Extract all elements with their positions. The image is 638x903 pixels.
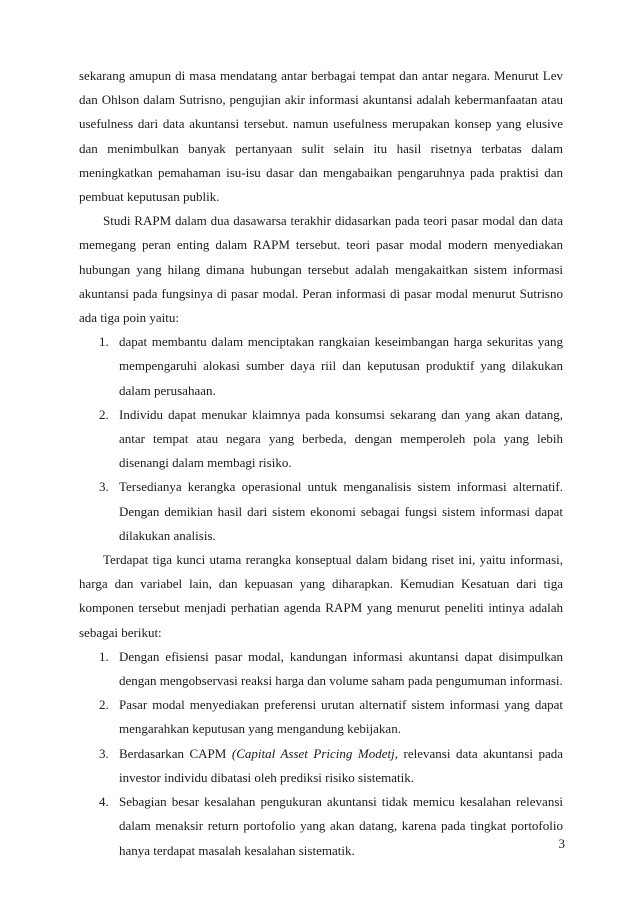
paragraph-2: Studi RAPM dalam dua dasawarsa terakhir didasarkan pada teori pasar modal dan data memegang peran enting dalam RAPM tersebut. teori pasar modal modern menyediakan hubungan yang hilang dimana hubungan tersebut adalah mengakaitkan sistem informasi akuntansi pada fungsinya di pasar modal. Peran informasi di pasar modal menurut Sutrisno ada tiga poin yaitu: [79, 213, 563, 326]
list-number: 2. [99, 406, 109, 422]
list-text-pre: Berdasarkan CAPM [119, 745, 232, 761]
document-body [79, 64, 563, 863]
list-text-post: relevansi data akuntansi pada investor individu dibatasi oleh prediksi risiko sistematik. [119, 745, 564, 785]
list-text-italic: (Capital Asset Pricing Modetj, [231, 745, 399, 761]
list-agenda-rapm [79, 645, 563, 863]
list-number: 3. [99, 479, 109, 495]
list-item [99, 742, 564, 790]
list-item [99, 645, 563, 693]
list-number: 1. [99, 648, 109, 664]
list-peran-informasi [79, 330, 563, 548]
list-text: Dengan efisiensi pasar modal, kandungan informasi akuntansi dapat disimpulkan dengan mengobservasi reaksi harga dan volume saham pada pengumuman informasi. [119, 648, 563, 689]
list-text: Tersedianya kerangka operasional untuk menganalisis sistem informasi alternatif. Dengan demikian hasil dari sistem ekonomi sebagai fungsi sistem informasi dapat dilakukan analisis. [119, 479, 563, 543]
list-item [99, 330, 563, 403]
paragraph-3: Terdapat tiga kunci utama rerangka konseptual dalam bidang riset ini, yaitu informasi, harga dan variabel lain, dan kepuasan yang diharapkan. Kemudian Kesatuan dari tiga komponen tersebut menjadi perhatian agenda RAPM yang menurut peneliti intinya adalah sebagai berikut: [79, 552, 563, 640]
list-text: dapat membantu dalam menciptakan rangkaian keseimbangan harga sekuritas yang mempengaruhi alokasi sumber daya riil dan keputusan produktif yang dilakukan dalam perusahaan. [119, 334, 563, 398]
list-text: Pasar modal menyediakan preferensi urutan alternatif sistem informasi yang dapat mengarahkan keputusan yang mengandung kebijakan. [119, 697, 563, 737]
list-item [99, 693, 563, 741]
list-number: 1. [99, 334, 109, 350]
list-item [99, 403, 563, 476]
list-item [99, 475, 563, 548]
list-number: 3. [99, 745, 109, 761]
list-number: 2. [99, 697, 109, 713]
paragraph-1: sekarang amupun di masa mendatang antar berbagai tempat dan antar negara. Menurut Lev dan Ohlson dalam Sutrisno, pengujian akir informasi akuntansi adalah kebermanfaatan atau usefulness dari data akuntansi tersebut. namun usefulness merupakan konsep yang elusive dan menimbulkan banyak pertanyaan sulit selain itu hasil risetnya terbatas dalam meningkatkan pemahaman isu-isu dasar dan mengabaikan pengaruhnya pada praktisi dan pembuat keputusan publik. [79, 68, 563, 205]
list-text: Sebagian besar kesalahan pengukuran akuntansi tidak memicu kesalahan relevansi dalam menaksir return portofolio yang akan datang, karena pada tingkat portofolio hanya terdapat masalah kesalahan sistematik. [119, 794, 563, 858]
list-text: Individu dapat menukar klaimnya pada konsumsi sekarang dan yang akan datang, antar tempat atau negara yang berbeda, dengan memperoleh pola yang lebih disenangi dalam membagi risiko. [119, 406, 563, 471]
page-number: 3 [558, 836, 565, 851]
list-number: 4. [99, 794, 109, 810]
